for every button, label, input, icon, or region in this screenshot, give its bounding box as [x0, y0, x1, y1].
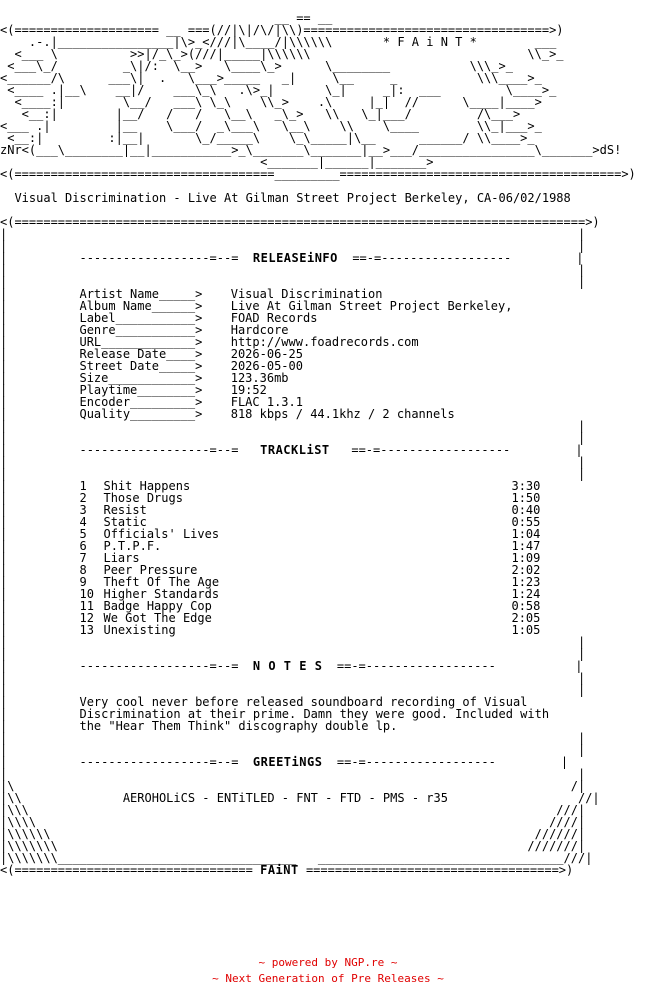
track-number: 12 — [79, 611, 94, 625]
track-row: | 8 Peer Pressure 2:02 — [0, 563, 541, 577]
footer-powered-by: ~ powered by NGP.re ~ — [258, 956, 398, 969]
track-row: | 4 Static 0:55 — [0, 515, 541, 529]
release-info-row: | Album Name______> Live At Gilman Street Project Berkeley, — [0, 299, 513, 313]
header-art-line: __ == __ — [0, 12, 333, 25]
track-time: 1:09 — [511, 551, 541, 565]
frame-top: <(===============================================================================>) — [0, 215, 600, 229]
header-art-line: <____:| \__/ ___\ \_\ \\_> .\ |_| // \____|____> — [0, 95, 542, 109]
track-time: 1:23 — [511, 575, 541, 589]
release-info-row: | Quality_________> 818 kbps / 44.1khz / 2 channels — [0, 407, 455, 421]
greetings-text: AEROHOLiCS - ENTiTLED - FNT - FTD - PMS - r35 — [122, 791, 448, 805]
release-info-row: | Street Date_____> 2026-05-00 — [0, 359, 303, 373]
track-number: 9 — [79, 575, 87, 589]
rule-right: ==-=------------------ — [351, 443, 511, 457]
track-time: 2:05 — [511, 611, 541, 625]
release-info-label: Album Name______> — [79, 299, 203, 313]
notes-text-line: Discrimination at their prime. Damn they were good. Included with — [79, 707, 550, 721]
release-info-row: | Size____________> 123.36mb — [0, 371, 289, 385]
release-info-label: Quality_________> — [79, 407, 203, 421]
release-info-value: Live At Gilman Street Project Berkeley, — [230, 299, 513, 313]
rule-left: ------------------=--= — [79, 755, 239, 769]
rule-right: ==-=------------------ — [336, 755, 496, 769]
release-info-value: 2026-06-25 — [230, 347, 303, 361]
track-time: 1:47 — [511, 539, 541, 553]
track-row: | 2 Those Drugs 1:50 — [0, 491, 541, 505]
frame-edge-line: | | — [0, 227, 586, 241]
notes-text-line: Very cool never before released soundboard recording of Visual — [79, 695, 528, 709]
track-title: Static — [103, 515, 147, 529]
track-row: | 3 Resist 0:40 — [0, 503, 541, 517]
release-info-value: 818 kbps / 44.1khz / 2 channels — [230, 407, 455, 421]
track-time: 0:55 — [511, 515, 541, 529]
header-art-line: <___\_/ _\|/: \__> \____\_> \________ \\\_>_ — [0, 59, 513, 73]
release-info-value: 2026-05-00 — [230, 359, 303, 373]
rule-right: ==-=------------------ — [336, 659, 496, 673]
track-title: Resist — [103, 503, 147, 517]
track-title: Officials' Lives — [103, 527, 220, 541]
release-info-value: 19:52 — [230, 383, 267, 397]
section-header-releaseinfo: | ------------------=--= RELEASEiNFO ==-=------------------ | — [0, 251, 584, 265]
track-title: Unexisting — [103, 623, 176, 637]
track-number: 7 — [79, 551, 87, 565]
release-info-value: Hardcore — [230, 323, 289, 337]
notes-text-line: the "Hear Them Think" discography double lp. — [79, 719, 398, 733]
header-art-line: <__:| :|__| \_/_____\ \_\_____|\__ ______/ \\____>_ — [0, 131, 535, 145]
section-title-greetings: GREETiNGS — [252, 755, 323, 769]
header-art-line: <___ \ >>|/_\_>(///|_____|\\\\\\ \\_>_ — [0, 47, 564, 61]
release-info-row: | Genre___________> Hardcore — [0, 323, 289, 337]
release-info-label: Encoder_________> — [79, 395, 203, 409]
release-info-row: | Release Date____> 2026-06-25 — [0, 347, 303, 361]
section-header-notes: | ------------------=--= N O T E S ==-=------------------ | — [0, 659, 583, 673]
release-info-row: | URL_____________> http://www.foadrecords.com — [0, 335, 419, 349]
track-title: We Got The Edge — [103, 611, 212, 625]
rule-left: ------------------=--= — [79, 659, 239, 673]
release-info-row: | Encoder_________> FLAC 1.3.1 — [0, 395, 303, 409]
track-number: 5 — [79, 527, 87, 541]
release-info-label: Label___________> — [79, 311, 203, 325]
track-row: | 5 Officials' Lives 1:04 — [0, 527, 541, 541]
section-title-notes: N O T E S — [252, 659, 323, 673]
release-info-value: FLAC 1.3.1 — [230, 395, 303, 409]
release-info-list — [0, 288, 656, 420]
release-info-label: Artist Name_____> — [79, 287, 203, 301]
track-time: 0:40 — [511, 503, 541, 517]
header-art-line: .-.|________________|\>_<///|\____/|\\\\\\ * F A i N T * ___ — [0, 35, 557, 49]
header-art-line: zNr<(___\________|__|___________>_\_______\_______|__>___/________________\_______>dS! — [0, 143, 622, 157]
track-time: 1:50 — [511, 491, 541, 505]
release-info-label: Genre___________> — [79, 323, 203, 337]
header-art-line: <(====================================_________=======================================>) — [0, 167, 636, 181]
release-info-row: | Playtime________> 19:52 — [0, 383, 267, 397]
track-row: | 10 Higher Standards 1:24 — [0, 587, 541, 601]
track-number: 2 — [79, 491, 87, 505]
nfo-document: __ == __ <(==================== __ ===(//|\|/\/|\\)==================================>) .-.|________________|\>_<///|\____/|\\\\\\ * F A i N T * ___ <___ \ >>|/_\_>(///|_____|\\\\\\ \\_>_ <___\_/ _\|/: \__> \____\_> \________ \\\_>_ <______/\ ___\| . \___>_____ _| \__ _ \\\____>_ <____ .|__\ __|/ ___\_\ .\>_| \_| _|: ___ \____>_ <____:| \__/ ___\ \_\ \\_> .\ |_| // \____|____> <__:| |__/ / / \__\ _\_> \\ \_|___/ /\___> <___ .| |__ \___/ _\___\ \__\ \\ \____ \\_|___>_ <__:| :|__| \_/_____\ \_\_____|\__ ______/ \\____>_ zNr<(___\________|__|___________>_\_______\_______|__>___/________________\_______>dS! <_______|______|_______> <(====================================_________=======================================>) Visual Discrimination - Live At Gilman Street Project Berkeley, CA-06/02/1988 <(===============================================================================>) | | | | | ------------------=--= RELEASEiNFO ==-=------------------ | | | | | | Artist Name_____> Visual Discrimination | Album Name______> Live At Gilman Street Project Berkeley, | Label___________> FOAD Records | Genre___________> Hardcore | URL_____________> http://www.foadrecords.com | Release Date____> 2026-06-25 | Street Date_____> 2026-05-00 | Size____________> 123.36mb | Playtime________> 19:52 | Encoder_________> FLAC 1.3.1 | Quality_________> 818 kbps / 44.1khz / 2 channels | | | | | ------------------=--= TRACKLiST ==-=------------------ | | | | | | 1 Shit Happens 3:30 | 2 Those Drugs 1:50 | 3 Resist 0:40 | 4 Static 0:55 | 5 Officials' Lives 1:04 | 6 P.T.P.F. 1:47 | 7 Liars 1:09 | 8 Peer Pressure 2:02 | 9 Theft Of The Age 1:23 | 10 Higher Standards 1:24 | 11 Badge Happy Cop 0:58 | 12 We Got The Edge 2:05 | 13 Unexisting 1:05 | | | | | ------------------=--= N O T E S ==-=------------------ | | | | | | Very cool never before released soundboard recording of Visual | Discrimination at their prime. Damn they were good. Included with | the "Hear Them Think" discography double lp. | | | | | ------------------=--= GREETiNGS ==-=------------------ | | | |\ /| |\\ AEROHOLiCS - ENTiTLED - FNT - FTD - PMS - r35 //| |\\\ ///| |\\\\ ////| |\\\\\\ //////| |\\\\\\\ ///////| |\\\\\\\_________________________________ __________________________________///| <(================================= FAiNT ===================================>) — [0, 12, 656, 876]
frame-bottom: <(================================= FAiNT ===================================>) — [0, 863, 574, 876]
track-time: 1:24 — [511, 587, 541, 601]
track-number: 3 — [79, 503, 87, 517]
frame-edge-line: | | — [0, 239, 586, 253]
track-row: | 9 Theft Of The Age 1:23 — [0, 575, 541, 589]
release-info-label: Release Date____> — [79, 347, 203, 361]
release-info-value: Visual Discrimination — [230, 287, 383, 301]
track-number: 10 — [79, 587, 94, 601]
notes-line: | the "Hear Them Think" discography double lp. — [0, 719, 398, 733]
track-number: 11 — [79, 599, 94, 613]
track-row: | 7 Liars 1:09 — [0, 551, 541, 565]
track-time: 0:58 — [511, 599, 541, 613]
track-row: | 11 Badge Happy Cop 0:58 — [0, 599, 541, 613]
header-art-line: <(==================== __ ===(//|\|/\/|\\)==================================>) — [0, 23, 564, 37]
header-ascii-art — [0, 12, 656, 180]
release-info-label: Size____________> — [79, 371, 203, 385]
track-title: Those Drugs — [103, 491, 183, 505]
track-number: 1 — [79, 479, 87, 493]
track-row: | 12 We Got The Edge 2:05 — [0, 611, 541, 625]
rule-left: ------------------=--= — [79, 443, 239, 457]
notes-line: | Very cool never before released soundboard recording of Visual — [0, 695, 528, 709]
track-row: | 13 Unexisting 1:05 — [0, 623, 541, 637]
header-art-line: <__:| |__/ / / \__\ _\_> \\ \_|___/ /\___> — [0, 107, 521, 121]
release-info-label: URL_____________> — [79, 335, 203, 349]
section-title-releaseinfo: RELEASEiNFO — [252, 251, 338, 265]
track-title: P.T.P.F. — [103, 539, 162, 553]
track-time: 1:05 — [511, 623, 541, 637]
header-art-line: <___ .| |__ \___/ _\___\ \__\ \\ \____ \\_|___>_ — [0, 119, 542, 133]
release-info-label: Street Date_____> — [79, 359, 203, 373]
track-row: | 6 P.T.P.F. 1:47 — [0, 539, 541, 553]
track-title: Higher Standards — [103, 587, 220, 601]
track-title: Liars — [103, 551, 140, 565]
track-title: Badge Happy Cop — [103, 599, 212, 613]
footer-tagline: ~ Next Generation of Pre Releases ~ — [212, 972, 444, 985]
track-list — [0, 480, 656, 636]
release-info-label: Playtime________> — [79, 383, 203, 397]
release-info-value: http://www.foadrecords.com — [230, 335, 419, 349]
rule-left: ------------------=--= — [79, 251, 239, 265]
track-title: Theft Of The Age — [103, 575, 220, 589]
track-time: 3:30 — [511, 479, 541, 493]
release-title: Visual Discrimination - Live At Gilman Street Project Berkeley, CA-06/02/1988 — [14, 191, 571, 205]
track-number: 6 — [79, 539, 87, 553]
track-title: Shit Happens — [103, 479, 191, 493]
release-info-row: | Artist Name_____> Visual Discrimination — [0, 287, 383, 301]
header-art-line: <_______|______|_______> — [0, 155, 434, 169]
track-number: 4 — [79, 515, 87, 529]
section-header-tracklist: | ------------------=--= TRACKLiST ==-=------------------ | — [0, 443, 583, 457]
notes-line: | Discrimination at their prime. Damn they were good. Included with — [0, 707, 550, 721]
frame-bottom-label: FAiNT — [260, 863, 299, 876]
release-info-value: 123.36mb — [230, 371, 289, 385]
notes-text — [0, 696, 656, 732]
release-title-line — [0, 192, 656, 204]
release-info-value: FOAD Records — [230, 311, 318, 325]
rule-right: ==-=------------------ — [352, 251, 512, 265]
release-info-row: | Label___________> FOAD Records — [0, 311, 318, 325]
greetings-line: |\\ AEROHOLiCS - ENTiTLED - FNT - FTD - PMS - r35 //| — [0, 791, 600, 805]
section-title-tracklist: TRACKLiST — [260, 443, 330, 457]
section-header-greetings: | ------------------=--= GREETiNGS ==-=------------------ | — [0, 755, 569, 769]
header-art-line: <____ .|__\ __|/ ___\_\ .\>_| \_| _|: ___ \____>_ — [0, 83, 557, 97]
track-number: 8 — [79, 563, 87, 577]
track-title: Peer Pressure — [103, 563, 198, 577]
track-time: 1:04 — [511, 527, 541, 541]
header-art-line: <______/\ ___\| . \___>_____ _| \__ _ \\\____>_ — [0, 71, 542, 85]
track-number: 13 — [79, 623, 94, 637]
track-time: 2:02 — [511, 563, 541, 577]
track-row: | 1 Shit Happens 3:30 — [0, 479, 541, 493]
